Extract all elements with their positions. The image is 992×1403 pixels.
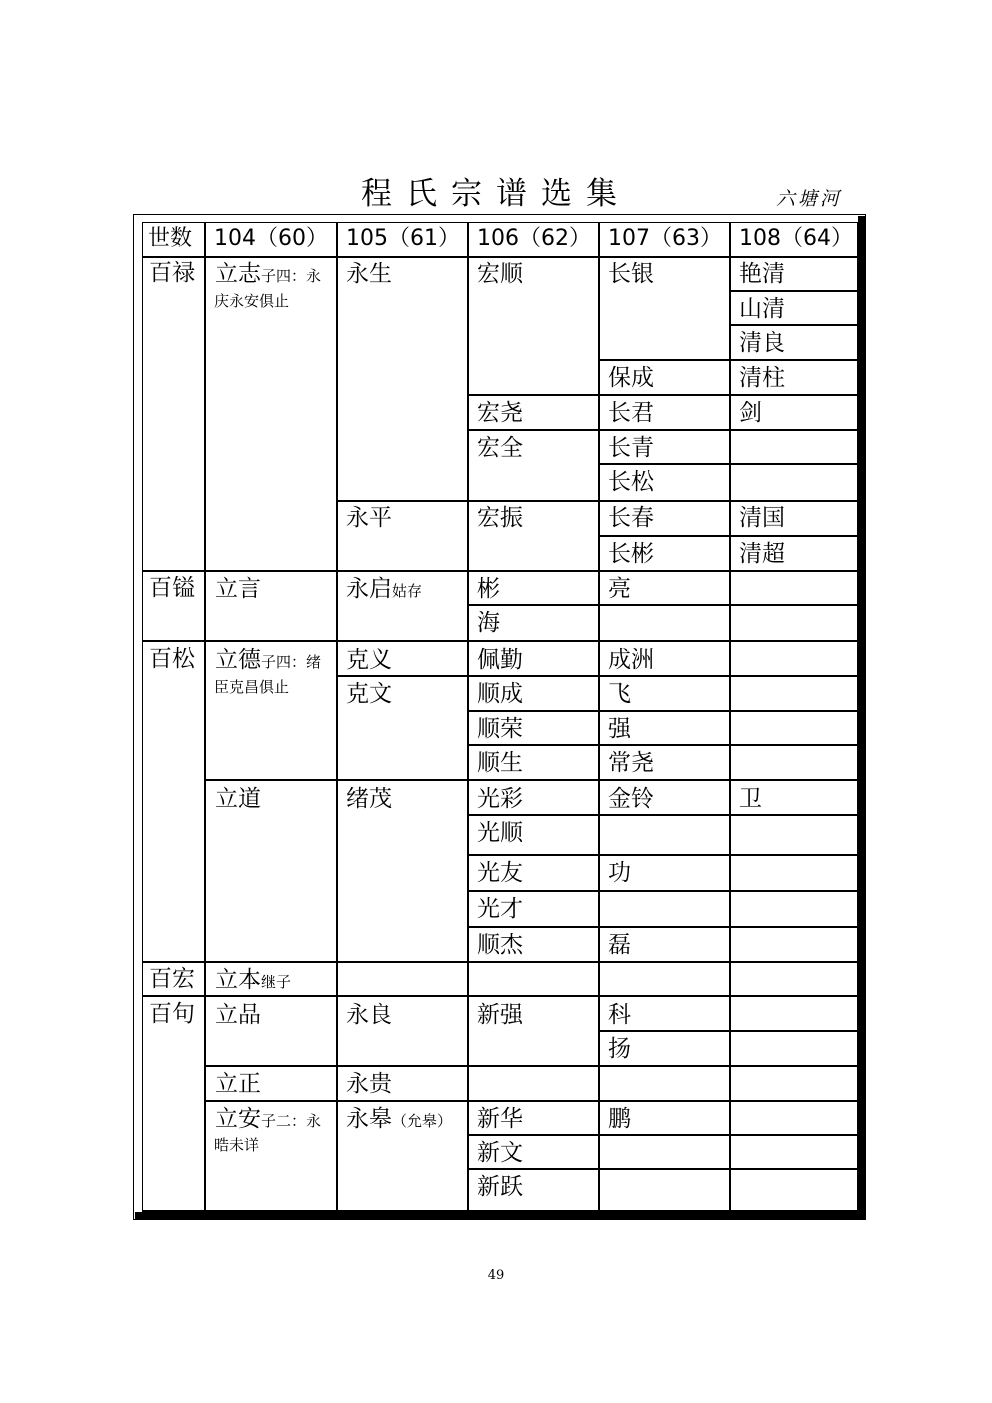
- person-name: 永良: [346, 1002, 392, 1028]
- person-name: 艳清: [739, 261, 785, 287]
- person-name: 光彩: [477, 786, 523, 812]
- person-name: 顺成: [477, 681, 523, 707]
- row-divider: [204, 1065, 858, 1067]
- frame-shadow-bottom: [135, 1212, 865, 1219]
- column-divider: [598, 222, 600, 1212]
- ancestor-name: 百句: [149, 1001, 195, 1027]
- row-divider: [467, 926, 858, 928]
- person-name: 清良: [739, 330, 785, 356]
- person-name: 永启姑存: [346, 576, 423, 602]
- person-note: 子四：永: [261, 267, 322, 285]
- person-name: 永贵: [346, 1071, 392, 1097]
- row-divider: [467, 429, 858, 431]
- person-note: 继子: [261, 973, 292, 991]
- location-label: 六塘河: [776, 188, 843, 210]
- person-name: 功: [608, 860, 631, 886]
- header-divider: [142, 256, 858, 258]
- person-name: 立德子四：绪: [215, 647, 322, 673]
- person-name: 清国: [739, 505, 785, 531]
- person-name: 新跃: [477, 1174, 523, 1200]
- row-divider: [729, 290, 858, 292]
- person-name: 立品: [215, 1002, 261, 1028]
- person-name: 克文: [346, 681, 392, 707]
- ancestor-name: 百镒: [149, 575, 195, 601]
- person-name: 光顺: [477, 820, 523, 846]
- person-name: 永平: [346, 505, 392, 531]
- person-name: 磊: [608, 932, 631, 958]
- person-note: 臣克昌俱止: [214, 678, 290, 696]
- frame-shadow-right: [858, 216, 865, 1219]
- person-name: 宏振: [477, 505, 523, 531]
- row-divider: [467, 814, 858, 816]
- column-header-107: 107（63）: [608, 226, 722, 251]
- person-name: 清超: [739, 541, 785, 567]
- person-note: 晧未详: [214, 1136, 260, 1154]
- person-name: 绪茂: [346, 786, 392, 812]
- person-note: 姑存: [392, 582, 423, 600]
- person-name: 立安子二：永: [215, 1106, 322, 1132]
- person-name: 宏顺: [477, 261, 523, 287]
- column-divider: [336, 222, 338, 1212]
- column-header-108: 108（64）: [739, 226, 853, 251]
- ancestor-name: 百松: [149, 646, 195, 672]
- person-note: 子二：永: [261, 1112, 322, 1130]
- person-name: 成洲: [608, 647, 654, 673]
- person-name: 科: [608, 1002, 631, 1028]
- person-note: 子四：绪: [261, 653, 322, 671]
- row-divider: [598, 463, 858, 465]
- person-name: 新华: [477, 1106, 523, 1132]
- person-name: 保成: [608, 365, 654, 391]
- person-name: 立志子四：永: [215, 261, 322, 287]
- row-divider: [142, 995, 858, 997]
- row-divider: [467, 1168, 858, 1170]
- row-divider: [467, 710, 858, 712]
- person-name: 强: [608, 716, 631, 742]
- ancestor-name: 百宏: [149, 966, 195, 992]
- column-header-generation: 世数: [148, 226, 193, 251]
- person-name: 立正: [215, 1071, 261, 1097]
- row-divider: [336, 675, 858, 677]
- person-name: 飞: [608, 681, 631, 707]
- row-divider: [142, 570, 858, 572]
- person-name: 顺生: [477, 750, 523, 776]
- person-name: 亮: [608, 576, 631, 602]
- person-name: 卫: [739, 786, 762, 812]
- row-divider: [467, 1134, 858, 1136]
- row-divider: [204, 1100, 858, 1102]
- person-name: 长春: [608, 505, 654, 531]
- person-name: 佩勤: [477, 647, 523, 673]
- person-name: 顺杰: [477, 932, 523, 958]
- person-name: 顺荣: [477, 716, 523, 742]
- person-name: 鹏: [608, 1106, 631, 1132]
- person-name: 山清: [739, 296, 785, 322]
- person-name: 清柱: [739, 365, 785, 391]
- person-name: 扬: [608, 1036, 631, 1062]
- row-divider: [598, 359, 858, 361]
- column-divider: [204, 222, 206, 1212]
- person-name: 长君: [608, 400, 654, 426]
- person-name: 宏全: [477, 435, 523, 461]
- person-note: 庆永安俱止: [214, 292, 290, 310]
- person-name: 永皋（允皋）: [346, 1106, 453, 1132]
- row-divider: [142, 961, 858, 963]
- person-name: 金铃: [608, 786, 654, 812]
- row-divider: [598, 1030, 858, 1032]
- person-name: 光才: [477, 896, 523, 922]
- person-note: （允皋）: [392, 1112, 453, 1130]
- person-name: 克义: [346, 647, 392, 673]
- person-name: 常尧: [608, 750, 654, 776]
- row-divider: [336, 500, 858, 502]
- row-divider: [467, 890, 858, 892]
- row-divider: [729, 324, 858, 326]
- ancestor-name: 百禄: [149, 260, 195, 286]
- person-name: 立本继子: [215, 967, 292, 993]
- row-divider: [598, 535, 858, 537]
- person-name: 长松: [608, 469, 654, 495]
- row-divider: [467, 744, 858, 746]
- row-divider: [467, 394, 858, 396]
- person-name: 剑: [739, 400, 762, 426]
- person-name: 长银: [608, 261, 654, 287]
- page-number: 49: [487, 1268, 505, 1283]
- page-title: 程氏宗谱选集: [361, 176, 631, 212]
- column-divider: [467, 222, 469, 1212]
- person-name: 立道: [215, 786, 261, 812]
- person-name: 光友: [477, 860, 523, 886]
- column-header-105: 105（61）: [346, 226, 460, 251]
- row-divider: [467, 604, 858, 606]
- person-name: 新文: [477, 1140, 523, 1166]
- person-name: 立言: [215, 576, 261, 602]
- person-name: 海: [477, 610, 500, 636]
- column-divider: [729, 222, 731, 1212]
- row-divider: [467, 854, 858, 856]
- person-name: 宏尧: [477, 400, 523, 426]
- column-header-104: 104（60）: [214, 226, 328, 251]
- person-name: 长青: [608, 435, 654, 461]
- row-divider: [142, 640, 858, 642]
- person-name: 彬: [477, 576, 500, 602]
- person-name: 永生: [346, 261, 392, 287]
- column-header-106: 106（62）: [477, 226, 591, 251]
- row-divider: [204, 779, 858, 781]
- person-name: 长彬: [608, 541, 654, 567]
- person-name: 新强: [477, 1002, 523, 1028]
